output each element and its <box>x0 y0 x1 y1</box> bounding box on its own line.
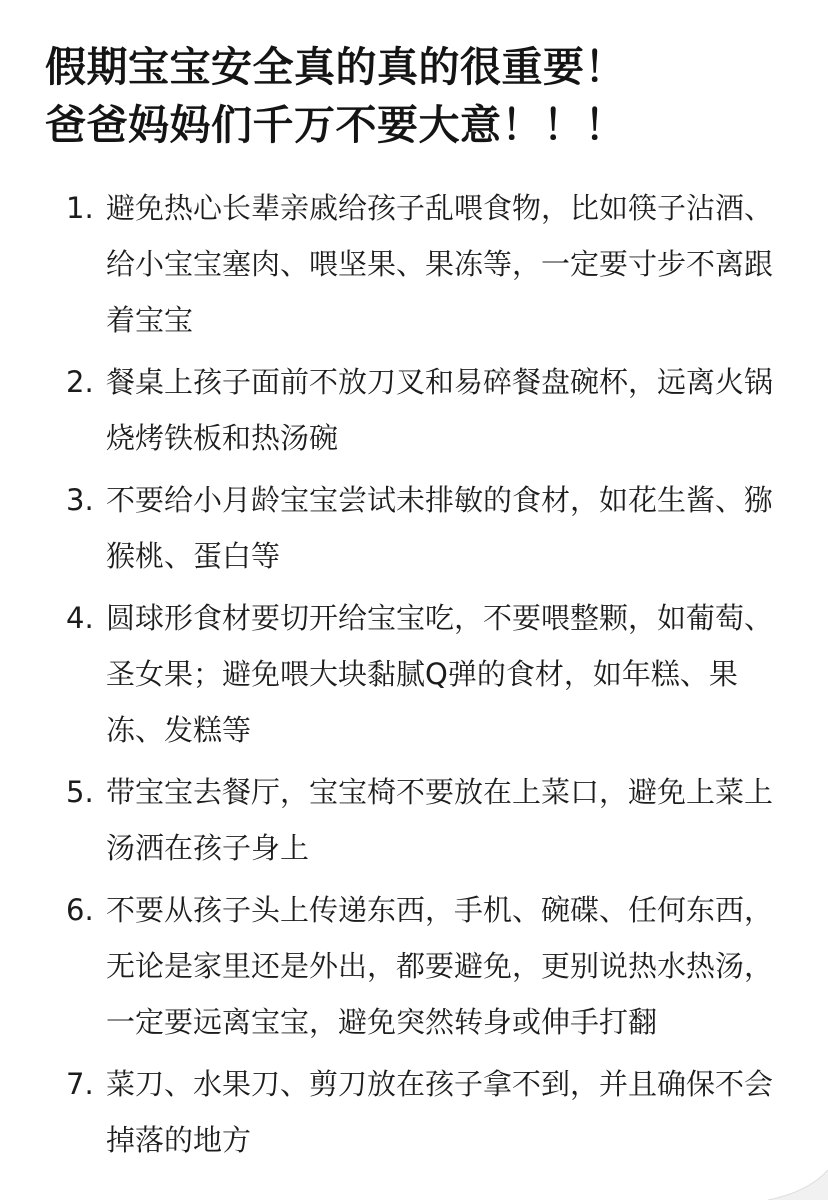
list-item <box>0 882 786 1050</box>
title-line-1: 假期宝宝安全真的真的很重要！ <box>45 43 626 91</box>
list-item-number: 6. <box>66 893 94 927</box>
page-curl-decoration <box>768 1170 828 1200</box>
list-item <box>0 472 786 584</box>
title-line-2: 爸爸妈妈们千万不要大意！！！ <box>45 101 626 149</box>
list-item-text: 餐桌上孩子面前不放刀叉和易碎餐盘碗杯，远离火锅烧烤铁板和热汤碗 <box>106 365 774 455</box>
list-item <box>0 180 786 348</box>
list-item-number: 1. <box>66 191 94 225</box>
list-item-text: 带宝宝去餐厅，宝宝椅不要放在上菜口，避免上菜上汤洒在孩子身上 <box>106 775 774 865</box>
list-item-number: 7. <box>66 1067 94 1101</box>
list-item-number: 3. <box>66 483 94 517</box>
list-item-number: 5. <box>66 775 94 809</box>
list-item-text: 避免热心长辈亲戚给孩子乱喂食物，比如筷子沾酒、给小宝宝塞肉、喂坚果、果冻等，一定要寸步不离跟着宝宝 <box>106 191 774 337</box>
list-item <box>0 1056 786 1168</box>
list-item-number: 2. <box>66 365 94 399</box>
list-item <box>0 590 786 758</box>
page-title <box>45 38 805 154</box>
safety-tips-list <box>0 180 828 1174</box>
list-item-text: 不要从孩子头上传递东西，手机、碗碟、任何东西，无论是家里还是外出，都要避免，更别说热水热汤，一定要远离宝宝，避免突然转身或伸手打翻 <box>106 893 774 1039</box>
list-item-text: 不要给小月龄宝宝尝试未排敏的食材，如花生酱、猕猴桃、蛋白等 <box>106 483 774 573</box>
list-item <box>0 354 786 466</box>
list-item-text: 菜刀、水果刀、剪刀放在孩子拿不到，并且确保不会掉落的地方 <box>106 1067 774 1157</box>
list-item <box>0 764 786 876</box>
list-item-text: 圆球形食材要切开给宝宝吃，不要喂整颗，如葡萄、圣女果；避免喂大块黏腻Q弹的食材，如年糕、果冻、发糕等 <box>106 601 774 747</box>
list-item-number: 4. <box>66 601 94 635</box>
